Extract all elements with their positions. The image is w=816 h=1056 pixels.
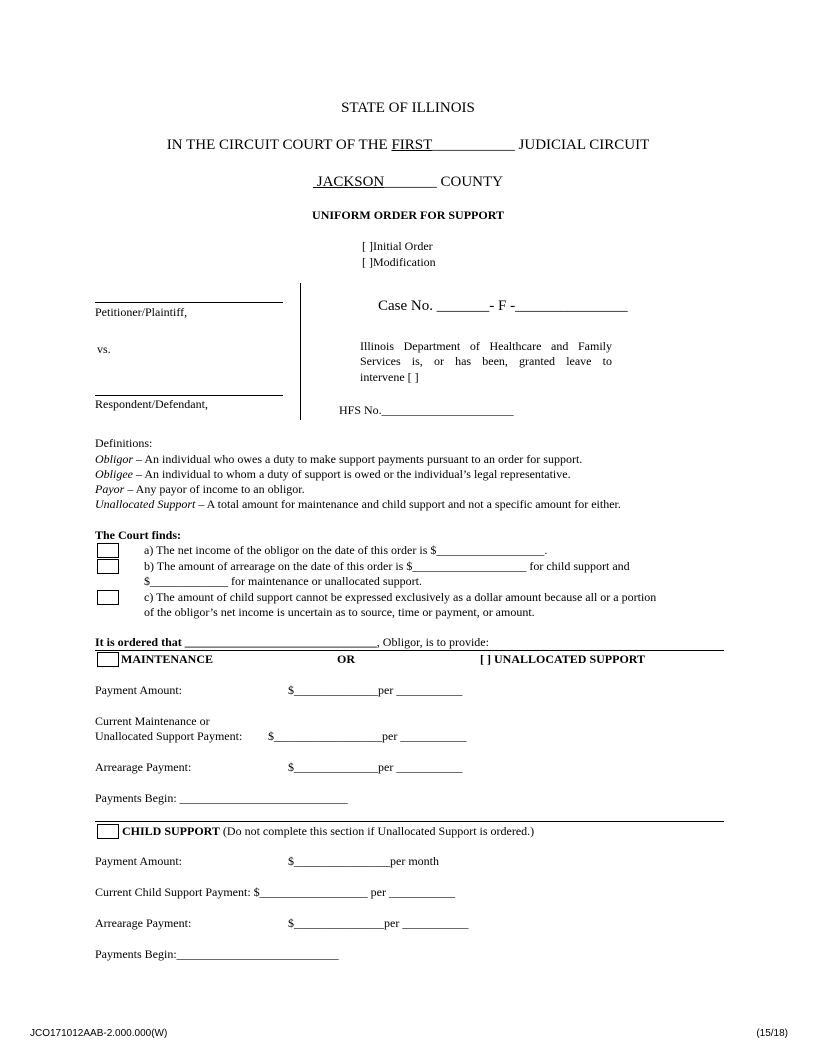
finding-c-text-2: of the obligor’s net income is uncertain as to source, time or payment, or amount. (144, 605, 535, 619)
definitions-heading: Definitions: (95, 436, 153, 450)
initial-order-option[interactable]: [ ]Initial Order (362, 239, 433, 253)
finding-b-checkbox[interactable] (97, 559, 119, 574)
definition-term: Obligor (95, 452, 134, 466)
section-rule-1 (95, 650, 724, 651)
finding-a-text: a) The net income of the obligor on the date of this order is $__________________. (144, 543, 548, 557)
section-rule-2 (95, 821, 724, 822)
caption-divider (300, 283, 301, 420)
hfs-line-1: Illinois Department of Healthcare and Family (360, 339, 612, 353)
definition-obligor (95, 452, 582, 467)
county-name-text: JACKSON (316, 174, 385, 190)
cs-payment-amount-label: Payment Amount: (95, 854, 182, 868)
circuit-heading (0, 137, 816, 154)
respondent-line[interactable] (95, 395, 283, 396)
maint-arrearage-field[interactable]: $______________per ___________ (288, 760, 463, 774)
definition-payor (95, 482, 305, 497)
cs-current-field[interactable]: $__________________ per ___________ (253, 885, 455, 899)
maint-begin-row (95, 791, 348, 806)
cs-arrearage-field[interactable]: $_______________per ___________ (288, 916, 469, 930)
unallocated-support-option[interactable]: [ ] UNALLOCATED SUPPORT (480, 652, 646, 666)
cs-begin-row (95, 947, 339, 962)
maint-current-label-2: Unallocated Support Payment: (95, 729, 243, 743)
court-finds-heading: The Court finds: (95, 528, 182, 542)
definition-text: – A total amount for maintenance and child support and not a specific amount for either. (195, 497, 621, 511)
maintenance-checkbox[interactable] (97, 652, 119, 667)
finding-a-checkbox[interactable] (97, 543, 119, 558)
child-support-note: (Do not complete this section if Unallocated Support is ordered.) (219, 824, 535, 838)
maint-begin-field[interactable]: ____________________________ (179, 791, 348, 805)
finding-c-text-1: c) The amount of child support cannot be expressed exclusively as a dollar amount because all or a portion (144, 590, 657, 604)
circuit-prefix: IN THE CIRCUIT COURT OF THE (166, 137, 392, 153)
petitioner-label: Petitioner/Plaintiff, (95, 305, 188, 319)
case-number[interactable]: Case No. _______- F -_______________ (378, 298, 628, 314)
definition-text: – An individual who owes a duty to make support payments pursuant to an order for support. (133, 452, 583, 466)
cs-arrearage-label: Arrearage Payment: (95, 916, 192, 930)
definition-text: – An individual to whom a duty of support is owed or the individual’s legal representative. (133, 467, 571, 481)
hfs-statement (360, 339, 612, 385)
hfs-line-3[interactable]: intervene [ ] (360, 370, 419, 384)
maint-current-field[interactable]: $__________________per ___________ (268, 729, 467, 743)
maint-arrearage-label: Arrearage Payment: (95, 760, 192, 774)
maint-payment-amount-label: Payment Amount: (95, 683, 182, 697)
circuit-blank: ___________ (432, 137, 515, 153)
cs-begin-label: Payments Begin: (95, 947, 177, 961)
or-label: OR (337, 652, 355, 666)
definition-term: Obligee (95, 467, 133, 481)
county-suffix: COUNTY (436, 174, 503, 190)
county-heading (0, 174, 816, 191)
maint-current-label-1: Current Maintenance or (95, 714, 210, 728)
child-support-heading-row (122, 824, 534, 839)
circuit-name: FIRST (391, 137, 433, 153)
circuit-suffix: JUDICIAL CIRCUIT (514, 137, 650, 153)
child-support-checkbox[interactable] (97, 824, 119, 839)
maint-begin-label: Payments Begin: (95, 791, 180, 805)
state-heading: STATE OF ILLINOIS (341, 100, 475, 116)
form-code: JCO171012AAB-2.000.000(W) (30, 1028, 168, 1039)
ordered-line (95, 635, 489, 650)
cs-payment-amount-field[interactable]: $________________per month (288, 854, 439, 868)
definition-term: Unallocated Support (95, 497, 196, 511)
county-name (313, 174, 384, 190)
finding-b-text-1: b) The amount of arrearage on the date of this order is $___________________ for child support and (144, 559, 630, 573)
petitioner-line[interactable] (95, 302, 283, 303)
hfs-line-2: Services is, or has been, granted leave to (360, 354, 612, 368)
respondent-label: Respondent/Defendant, (95, 397, 208, 411)
hfs-number[interactable]: HFS No.______________________ (339, 403, 514, 417)
cs-current-label: Current Child Support Payment: (95, 885, 251, 899)
modification-option[interactable]: [ ]Modification (362, 255, 436, 269)
finding-b-text-2: $_____________ for maintenance or unallocated support. (144, 574, 422, 588)
definition-unallocated (95, 497, 621, 512)
county-blank: _______ (384, 174, 437, 190)
ordered-label: It is ordered that (95, 635, 185, 649)
definition-text: – Any payor of income to an obligor. (124, 482, 305, 496)
page-number: (15/18) (756, 1028, 788, 1039)
child-support-heading: CHILD SUPPORT (122, 824, 220, 838)
form-title: UNIFORM ORDER FOR SUPPORT (312, 208, 504, 222)
cs-begin-field[interactable]: ___________________________ (176, 947, 339, 961)
maintenance-heading: MAINTENANCE (121, 652, 214, 666)
maint-payment-amount-field[interactable]: $______________per ___________ (288, 683, 463, 697)
ordered-suffix: , Obligor, is to provide: (376, 635, 489, 649)
finding-c-checkbox[interactable] (97, 590, 119, 605)
definition-term: Payor (95, 482, 125, 496)
cs-current-row (95, 885, 455, 900)
vs-label: vs. (97, 342, 111, 356)
definition-obligee (95, 467, 571, 482)
obligor-name-field[interactable]: ________________________________ (184, 635, 377, 649)
